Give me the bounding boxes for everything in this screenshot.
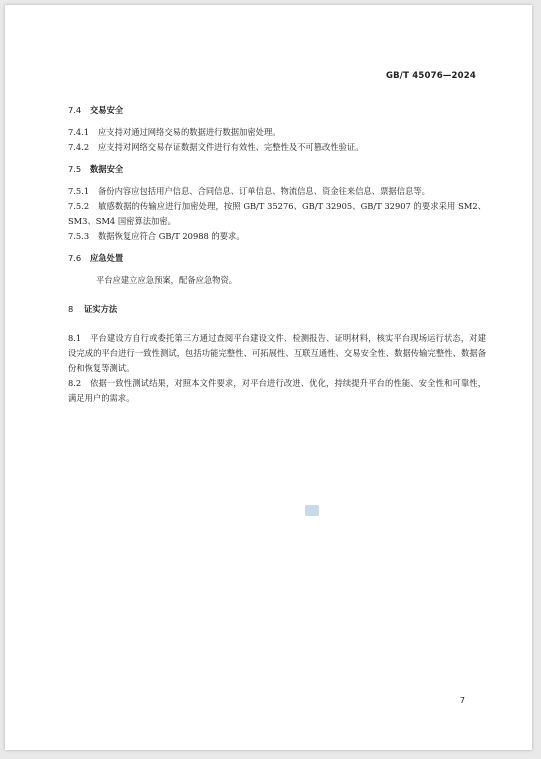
clause-7-4-1 — [68, 125, 486, 140]
clause-text: 备份内容应包括用户信息、合同信息、订单信息、物流信息、资金往来信息、票据信息等。 — [98, 186, 430, 196]
clause-text: 平台建设方自行或委托第三方通过查阅平台建设文件、检测报告、证明材料，核实平台现场运行状态，对建设完成的平台进行一致性测试，包括功能完整性、可拓展性、互联互通性、交易安全性、数据传输完整性、数据备份和恢复等测试。 — [68, 333, 486, 373]
page-content — [68, 103, 486, 406]
clause-number: 7.4.1 — [68, 127, 90, 137]
clause-7-6-text: 平台应建立应急预案，配备应急物资。 — [96, 275, 238, 285]
clause-text: 数据恢复应符合 GB/T 20988 的要求。 — [98, 231, 245, 241]
clause-text: 敏感数据的传输应进行加密处理，按照 GB/T 35276、GB/T 32905、GB/T 32907 的要求采用 SM2、SM3、SM4 国密算法加密。 — [68, 201, 486, 226]
clause-number: 7.5.1 — [68, 186, 90, 196]
clause-number: 7.5.2 — [68, 201, 90, 211]
section-title: 应急处置 — [90, 253, 124, 263]
standard-number-header: GB/T 45076—2024 — [385, 71, 476, 81]
section-title: 数据安全 — [90, 164, 124, 174]
section-title: 交易安全 — [90, 105, 124, 115]
clause-text: 依据一致性测试结果，对照本文件要求，对平台进行改进、优化，持续提升平台的性能、安全性和可靠性，满足用户的需求。 — [68, 378, 486, 403]
clause-number: 7.5.3 — [68, 231, 90, 241]
section-heading-7-4 — [68, 103, 486, 118]
section-number: 8 — [68, 304, 74, 314]
clause-7-5-2 — [68, 199, 486, 229]
section-title: 证实方法 — [84, 304, 118, 314]
clause-7-5-3 — [68, 229, 486, 244]
watermark-logo-icon — [305, 505, 319, 516]
clause-8-2 — [68, 376, 486, 406]
clause-number: 8.2 — [68, 378, 82, 388]
document-page — [5, 5, 532, 750]
clause-text: 应支持对网络交易存证数据文件进行有效性、完整性及不可篡改性验证。 — [98, 142, 364, 152]
section-heading-7-5 — [68, 162, 486, 177]
section-number: 7.5 — [68, 164, 82, 174]
section-heading-8 — [68, 302, 486, 317]
clause-number: 7.4.2 — [68, 142, 90, 152]
clause-number: 8.1 — [68, 333, 82, 343]
clause-8-1 — [68, 331, 486, 376]
section-number: 7.6 — [68, 253, 82, 263]
clause-7-5-1 — [68, 184, 486, 199]
page-number: 7 — [459, 696, 465, 705]
clause-7-4-2 — [68, 140, 486, 155]
section-number: 7.4 — [68, 105, 82, 115]
section-heading-7-6 — [68, 251, 486, 266]
clause-text: 应支持对通过网络交易的数据进行数据加密处理。 — [98, 127, 281, 137]
